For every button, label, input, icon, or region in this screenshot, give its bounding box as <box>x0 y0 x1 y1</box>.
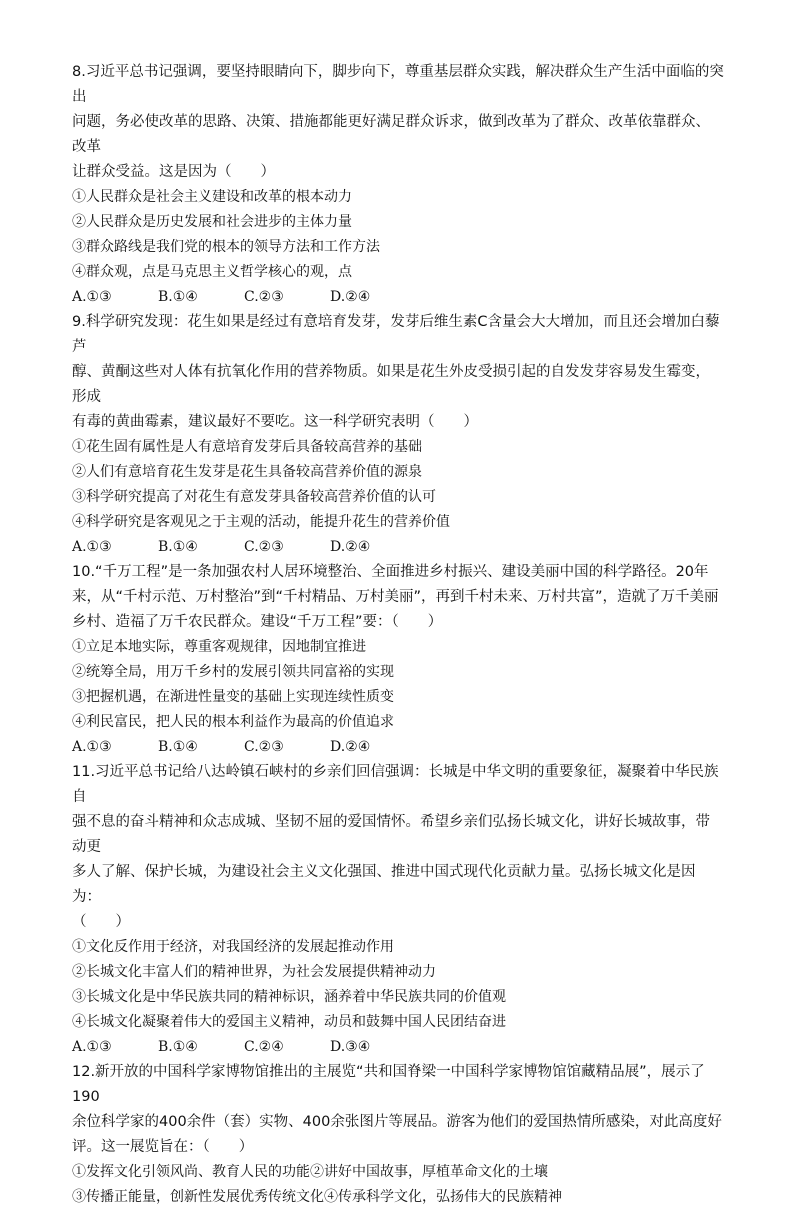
question-list <box>72 60 724 1210</box>
answer-choice[interactable]: C.②④ <box>244 1039 284 1055</box>
answer-choices <box>72 735 724 760</box>
statement-option: ②人们有意培育花生发芽是花生具备较高营养价值的源泉 <box>72 464 422 480</box>
question-stem-line: 评。这一展览旨在：（ ） <box>72 1139 254 1155</box>
statement-option: ③科学研究提高了对花生有意发芽具备较高营养价值的认可 <box>72 489 436 505</box>
answer-choice[interactable]: A.①③ <box>72 739 112 755</box>
statement-option: ①人民群众是社会主义建设和改革的根本动力 <box>72 189 352 205</box>
question-stem-line: 问题，务必使改革的思路、决策、措施都能更好满足群众诉求，做到改革为了群众、改革依靠群众、改革 <box>72 114 710 155</box>
answer-choice[interactable]: D.②④ <box>330 289 371 305</box>
question-stem-line: 有毒的黄曲霉素，建议最好不要吃。这一科学研究表明（ ） <box>72 414 478 430</box>
question-stem-line: 余位科学家的400余件（套）实物、400余张图片等展品。游客为他们的爱国热情所感染，对此高度好 <box>72 1114 722 1130</box>
statement-option: ①发挥文化引领风尚、教育人民的功能②讲好中国故事，厚植革命文化的土壤 <box>72 1164 548 1180</box>
question-stem-line: 11.习近平总书记给八达岭镇石峡村的乡亲们回信强调：长城是中华文明的重要象征，凝聚着中华民族自 <box>72 764 719 805</box>
statement-option: ③长城文化是中华民族共同的精神标识，涵养着中华民族共同的价值观 <box>72 989 506 1005</box>
answer-choice[interactable]: B.①④ <box>158 1039 198 1055</box>
answer-choice[interactable]: C.②③ <box>244 289 284 305</box>
answer-choice[interactable]: B.①④ <box>158 289 198 305</box>
answer-choice[interactable]: A.①③ <box>72 539 112 555</box>
answer-choice[interactable]: C.②③ <box>244 539 284 555</box>
question-10 <box>72 560 724 760</box>
answer-choice[interactable]: A.①③ <box>72 1039 112 1055</box>
answer-choice[interactable]: D.②④ <box>330 539 371 555</box>
question-stem-line: 9.科学研究发现：花生如果是经过有意培育发芽，发芽后维生素C含量会大大增加，而且还会增加白藜芦 <box>72 314 720 355</box>
statement-option: ③群众路线是我们党的根本的领导方法和工作方法 <box>72 239 380 255</box>
question-stem-line: 多人了解、保护长城，为建设社会主义文化强国、推进中国式现代化贡献力量。弘扬长城文化是因为： <box>72 864 696 905</box>
question-stem-line: 让群众受益。这是因为（ ） <box>72 164 275 180</box>
question-8 <box>72 60 724 310</box>
question-stem-line: 乡村、造福了万千农民群众。建设“千万工程”要：（ ） <box>72 614 443 630</box>
question-stem-line: 醇、黄酮这些对人体有抗氧化作用的营养物质。如果是花生外皮受损引起的自发发芽容易发生霉变，形成 <box>72 364 710 405</box>
statement-option: ②长城文化丰富人们的精神世界，为社会发展提供精神动力 <box>72 964 436 980</box>
question-stem-line: 8.习近平总书记强调，要坚持眼睛向下，脚步向下，尊重基层群众实践，解决群众生产生活中面临的突出 <box>72 64 724 105</box>
question-stem-line: 12.新开放的中国科学家博物馆推出的主展览“共和国脊梁一中国科学家博物馆馆藏精品展”，展示了190 <box>72 1064 705 1105</box>
answer-choices <box>72 1035 724 1060</box>
statement-option: ③传播正能量，创新性发展优秀传统文化④传承科学文化，弘扬伟大的民族精神 <box>72 1189 562 1205</box>
answer-choices <box>72 285 724 310</box>
statement-option: ①立足本地实际，尊重客观规律，因地制宜推进 <box>72 639 366 655</box>
question-stem-line: 10.“千万工程”是一条加强农村人居环境整治、全面推进乡村振兴、建设美丽中国的科学路径。20年 <box>72 564 709 580</box>
statement-option: ④长城文化凝聚着伟大的爱国主义精神，动员和鼓舞中国人民团结奋进 <box>72 1014 506 1030</box>
statement-option: ④利民富民，把人民的根本利益作为最高的价值追求 <box>72 714 394 730</box>
statement-option: ①花生固有属性是人有意培育发芽后具备较高营养的基础 <box>72 439 422 455</box>
statement-option: ②人民群众是历史发展和社会进步的主体力量 <box>72 214 352 230</box>
statement-option: ④群众观，点是马克思主义哲学核心的观，点 <box>72 264 352 280</box>
question-11 <box>72 760 724 1060</box>
question-12 <box>72 1060 724 1210</box>
statement-option: ②统筹全局，用万千乡村的发展引领共同富裕的实现 <box>72 664 394 680</box>
answer-choice[interactable]: D.③④ <box>330 1039 371 1055</box>
answer-choice[interactable]: A.①③ <box>72 289 112 305</box>
answer-choices <box>72 535 724 560</box>
statement-option: ④科学研究是客观见之于主观的活动，能提升花生的营养价值 <box>72 514 450 530</box>
answer-choice[interactable]: D.②④ <box>330 739 371 755</box>
answer-choice[interactable]: B.①④ <box>158 739 198 755</box>
question-stem-line: 来，从“千村示范、万村整治”到“千村精品、万村美丽”，再到千村未来、万村共富”，造就了万千美丽 <box>72 589 719 605</box>
question-9 <box>72 310 724 560</box>
answer-choice[interactable]: C.②③ <box>244 739 284 755</box>
question-stem-line: （ ） <box>72 914 130 930</box>
statement-option: ①文化反作用于经济，对我国经济的发展起推动作用 <box>72 939 394 955</box>
question-stem-line: 强不息的奋斗精神和众志成城、坚韧不屈的爱国情怀。希望乡亲们弘扬长城文化，讲好长城故事，带动更 <box>72 814 710 855</box>
statement-option: ③把握机遇，在渐进性量变的基础上实现连续性质变 <box>72 689 394 705</box>
answer-choice[interactable]: B.①④ <box>158 539 198 555</box>
